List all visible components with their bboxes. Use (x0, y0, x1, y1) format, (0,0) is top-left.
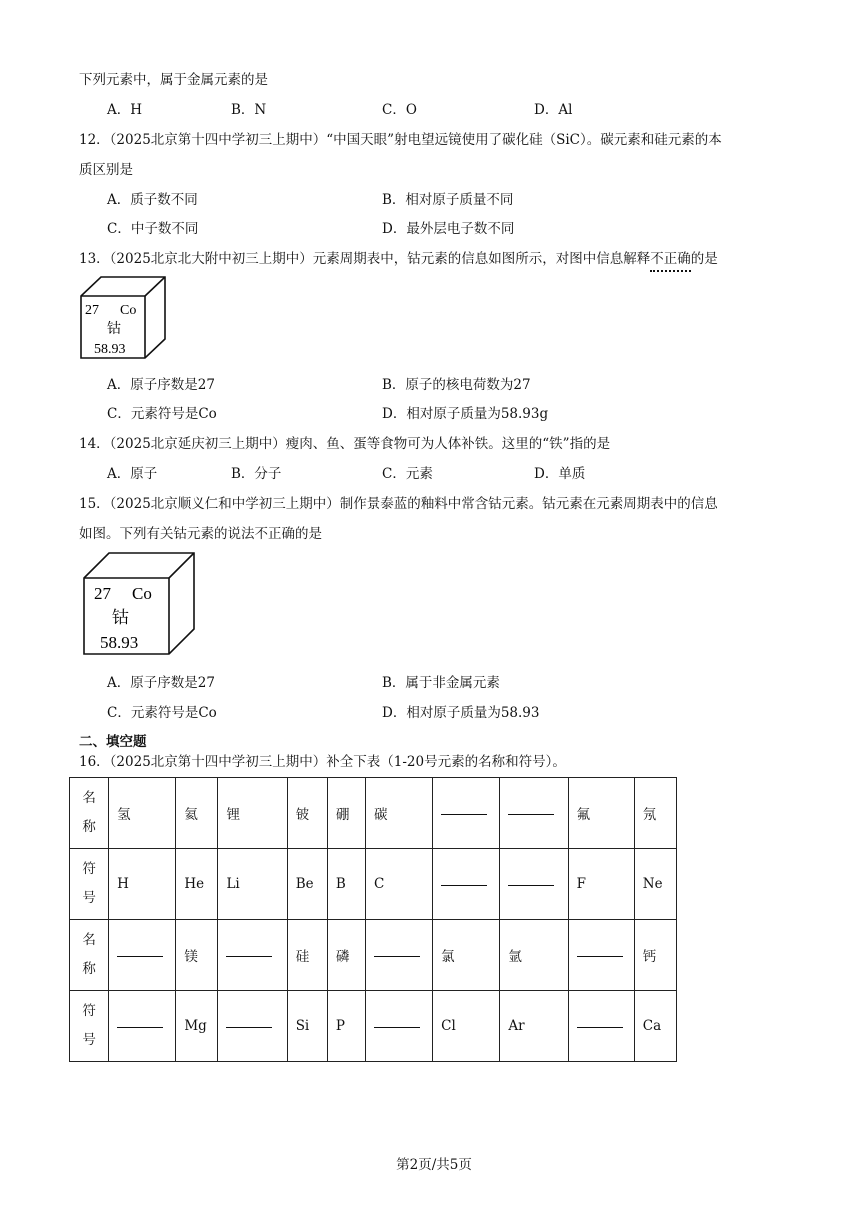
answer-blank[interactable] (577, 955, 623, 957)
q15-atomic-number: 27 (94, 584, 111, 603)
answer-blank[interactable] (374, 955, 420, 957)
answer-blank[interactable] (226, 955, 272, 957)
q13-stem-prefix: 13．（2025北京北大附中初三上期中）元素周期表中，钴元素的信息如图所示，对图中信息解释 (79, 251, 651, 267)
q15-stem-line2: 如图。下列有关钴元素的说法不正确的是 (79, 526, 322, 542)
q15-element-cell (82, 552, 196, 656)
row-header (70, 920, 109, 991)
table-row (70, 849, 677, 920)
q13-atomic-number: 27 (85, 303, 99, 318)
q12-option-c[interactable]: C．中子数不同 (107, 221, 199, 237)
table-cell: 氖 (634, 778, 676, 849)
q15-option-c[interactable]: C．元素符号是Co (107, 705, 217, 721)
blank-cell[interactable] (365, 991, 432, 1062)
q13-element-name: 钴 (107, 321, 121, 337)
q12-option-a[interactable]: A．质子数不同 (107, 192, 198, 208)
q15-option-d[interactable]: D．相对原子质量为58.93 (382, 705, 540, 721)
q13-element-cell (79, 276, 167, 360)
row-header-char: 称 (82, 961, 96, 977)
table-cell: 氢 (109, 778, 176, 849)
q14-stem: 14．（2025北京延庆初三上期中）瘦肉、鱼、蛋等食物可为人体补铁。这里的“铁”指的是 (79, 436, 611, 452)
q12-stem-line1: 12．（2025北京第十四中学初三上期中）“中国天眼”射电望远镜使用了碳化硅（SiC）。碳元素和硅元素的本 (79, 132, 722, 148)
answer-blank[interactable] (117, 955, 163, 957)
table-cell: 碳 (365, 778, 432, 849)
table-cell: 镁 (176, 920, 218, 991)
q11-option-a[interactable]: A．H (107, 102, 143, 118)
blank-cell[interactable] (218, 991, 287, 1062)
row-header-char: 名 (82, 790, 96, 806)
table-cell: Mg (176, 991, 218, 1062)
answer-blank[interactable] (226, 1026, 272, 1028)
q12-option-d[interactable]: D．最外层电子数不同 (382, 221, 515, 237)
q15-element-name: 钴 (112, 608, 129, 628)
q14-option-c[interactable]: C．元素 (382, 466, 433, 482)
blank-cell[interactable] (365, 920, 432, 991)
table-cell: 氟 (568, 778, 634, 849)
q13-stem (79, 247, 718, 267)
answer-blank[interactable] (441, 813, 487, 815)
q13-option-b[interactable]: B．原子的核电荷数为27 (382, 377, 531, 393)
answer-blank[interactable] (117, 1026, 163, 1028)
blank-cell[interactable] (568, 991, 634, 1062)
table-cell: H (109, 849, 176, 920)
q13-option-c[interactable]: C．元素符号是Co (107, 406, 217, 422)
row-header (70, 778, 109, 849)
q13-option-a[interactable]: A．原子序数是27 (107, 377, 215, 393)
q12-option-b[interactable]: B．相对原子质量不同 (382, 192, 514, 208)
row-header-char: 称 (82, 819, 96, 835)
blank-cell[interactable] (500, 849, 568, 920)
q13-stem-emphasis: 不正确 (650, 251, 691, 267)
table-row (70, 920, 677, 991)
table-cell: Li (218, 849, 287, 920)
q14-option-d[interactable]: D．单质 (534, 466, 586, 482)
blank-cell[interactable] (109, 991, 176, 1062)
q14-option-a[interactable]: A．原子 (107, 466, 158, 482)
table-cell: Ca (634, 991, 676, 1062)
row-header-char: 符 (82, 1003, 96, 1019)
row-header (70, 991, 109, 1062)
answer-blank[interactable] (508, 813, 554, 815)
q11-option-d[interactable]: D．Al (534, 102, 573, 118)
q13-option-d[interactable]: D．相对原子质量为58.93g (382, 406, 549, 422)
table-cell: Ne (634, 849, 676, 920)
row-header-char: 符 (82, 861, 96, 877)
table-row (70, 991, 677, 1062)
blank-cell[interactable] (568, 920, 634, 991)
element-table (69, 777, 677, 1062)
q15-option-a[interactable]: A．原子序数是27 (107, 675, 215, 691)
answer-blank[interactable] (508, 884, 554, 886)
table-cell: 钙 (634, 920, 676, 991)
q11-option-c[interactable]: C．O (382, 102, 417, 118)
q11-stem: 下列元素中，属于金属元素的是 (79, 72, 268, 88)
page-number: 第2页/共5页 (396, 1157, 472, 1173)
blank-cell[interactable] (109, 920, 176, 991)
table-row (70, 778, 677, 849)
table-cell: 氦 (176, 778, 218, 849)
q13-atomic-mass: 58.93 (94, 342, 126, 357)
row-header (70, 849, 109, 920)
q13-element-symbol: Co (120, 303, 137, 318)
row-header-char: 名 (82, 932, 96, 948)
answer-blank[interactable] (577, 1026, 623, 1028)
section-title: 二、填空题 (79, 734, 147, 750)
table-cell: Cl (433, 991, 500, 1062)
table-cell: P (327, 991, 365, 1062)
q16-stem: 16．（2025北京第十四中学初三上期中）补全下表（1-20号元素的名称和符号）。 (79, 754, 566, 770)
table-cell: 锂 (218, 778, 287, 849)
table-cell: 硼 (327, 778, 365, 849)
q15-atomic-mass: 58.93 (100, 633, 139, 652)
blank-cell[interactable] (500, 778, 568, 849)
table-cell: 氩 (500, 920, 568, 991)
table-cell: He (176, 849, 218, 920)
table-cell: C (365, 849, 432, 920)
q15-stem-line1: 15．（2025北京顺义仁和中学初三上期中）制作景泰蓝的釉料中常含钴元素。钴元素在元素周期表中的信息 (79, 496, 718, 512)
table-cell: Si (287, 991, 327, 1062)
q15-option-b[interactable]: B．属于非金属元素 (382, 675, 500, 691)
row-header-char: 号 (82, 1032, 96, 1048)
table-cell: 氯 (433, 920, 500, 991)
row-header-char: 号 (82, 890, 96, 906)
blank-cell[interactable] (433, 849, 500, 920)
q15-element-symbol: Co (132, 584, 152, 603)
answer-blank[interactable] (374, 1026, 420, 1028)
q13-stem-suffix: 的是 (690, 251, 718, 267)
table-cell: Ar (500, 991, 568, 1062)
q14-option-b[interactable]: B．分子 (231, 466, 282, 482)
answer-blank[interactable] (441, 884, 487, 886)
table-cell: F (568, 849, 634, 920)
table-cell: 磷 (327, 920, 365, 991)
blank-cell[interactable] (218, 920, 287, 991)
table-cell: 铍 (287, 778, 327, 849)
table-cell: 硅 (287, 920, 327, 991)
q11-option-b[interactable]: B．N (231, 102, 267, 118)
blank-cell[interactable] (433, 778, 500, 849)
table-cell: B (327, 849, 365, 920)
q12-stem-line2: 质区别是 (79, 162, 133, 178)
table-cell: Be (287, 849, 327, 920)
